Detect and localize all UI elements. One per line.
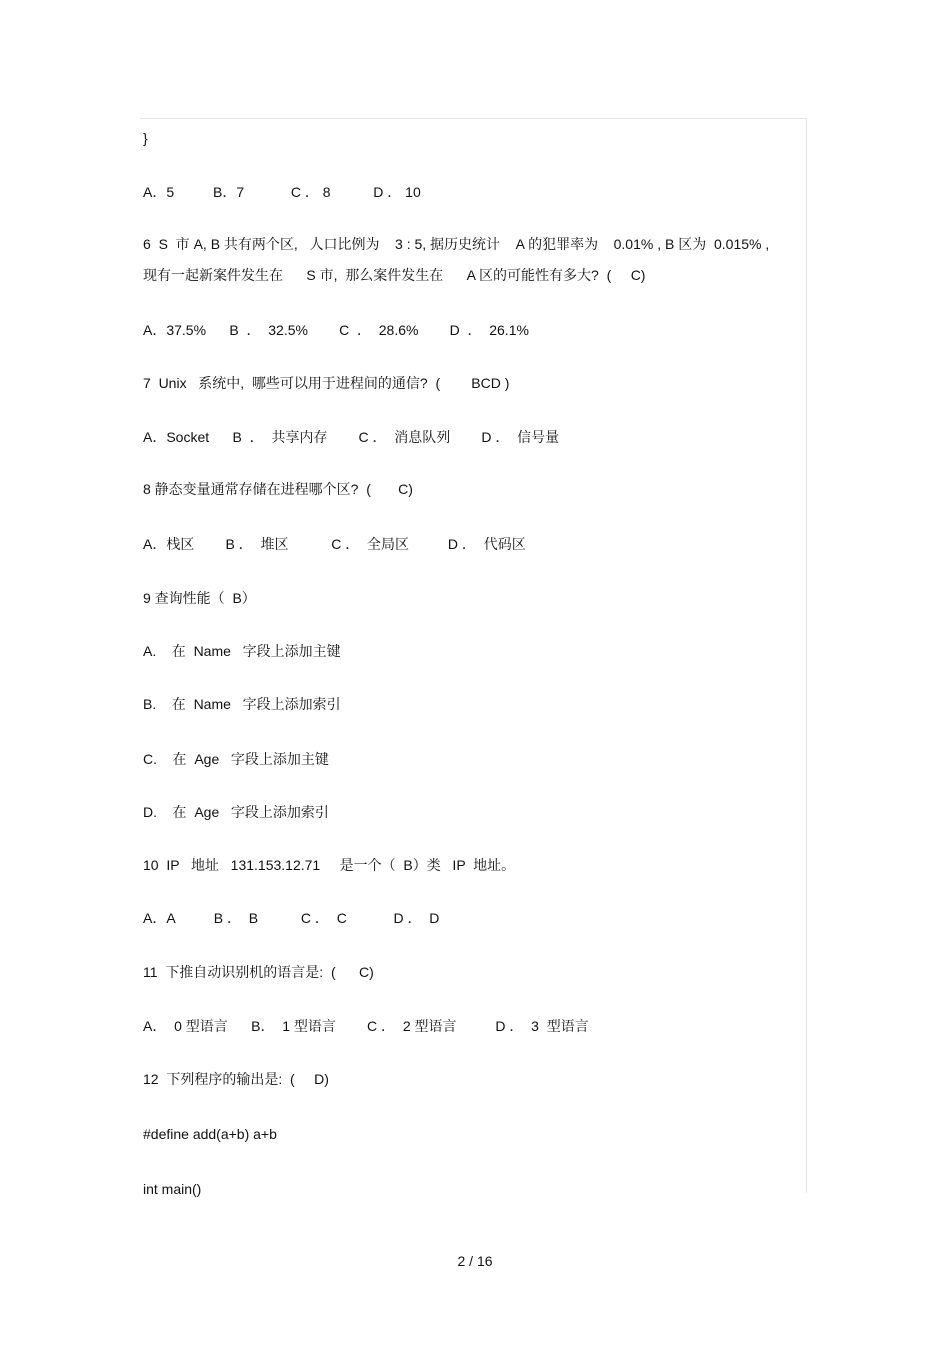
q7-options: A．Socket B ． 共享内存 C ． 消息队列 D ． 信号量 (143, 429, 560, 445)
q6-question-line-1: 6 S 市 A, B 共有两个区, 人口比例为 3 : 5, 据历史统计 A 的犯罪率为 0.01% , B 区为 0.015% , (143, 236, 770, 252)
q5-options: A．5 B．7 C ． 8 D ． 10 (143, 184, 421, 200)
code-line-closing-brace: } (143, 130, 148, 146)
code-line-define: #define add(a+b) a+b (143, 1126, 277, 1142)
q8-options: A．栈区 B ． 堆区 C ． 全局区 D ． 代码区 (143, 536, 526, 552)
q9-option-d: D. 在 Age 字段上添加索引 (143, 804, 329, 820)
q9-option-a: A. 在 Name 字段上添加主键 (143, 643, 341, 659)
q11-options: A． 0 型语言 B． 1 型语言 C ． 2 型语言 D ． 3 型语言 (143, 1018, 589, 1034)
q6-options: A．37.5% B ． 32.5% C ． 28.6% D ． 26.1% (143, 322, 529, 338)
q12-question: 12 下列程序的输出是: ( D) (143, 1071, 329, 1087)
q9-question: 9 查询性能（ B） (143, 590, 256, 606)
page-number: 2 / 16 (457, 1253, 493, 1269)
q10-options: A．A B ． B C ． C D ． D (143, 910, 440, 926)
q7-question: 7 Unix 系统中, 哪些可以用于进程间的通信? ( BCD ) (143, 375, 510, 391)
q10-question: 10 IP 地址 131.153.12.71 是一个（ B）类 IP 地址。 (143, 857, 516, 873)
q6-question-line-2: 现有一起新案件发生在 S 市, 那么案件发生在 A 区的可能性有多大? ( C) (143, 267, 646, 283)
q11-question: 11 下推自动识别机的语言是: ( C) (143, 964, 374, 980)
q8-question: 8 静态变量通常存储在进程哪个区? ( C) (143, 481, 413, 497)
q9-option-c: C. 在 Age 字段上添加主键 (143, 751, 329, 767)
code-line-main: int main() (143, 1181, 202, 1197)
q9-option-b: B. 在 Name 字段上添加索引 (143, 696, 341, 712)
